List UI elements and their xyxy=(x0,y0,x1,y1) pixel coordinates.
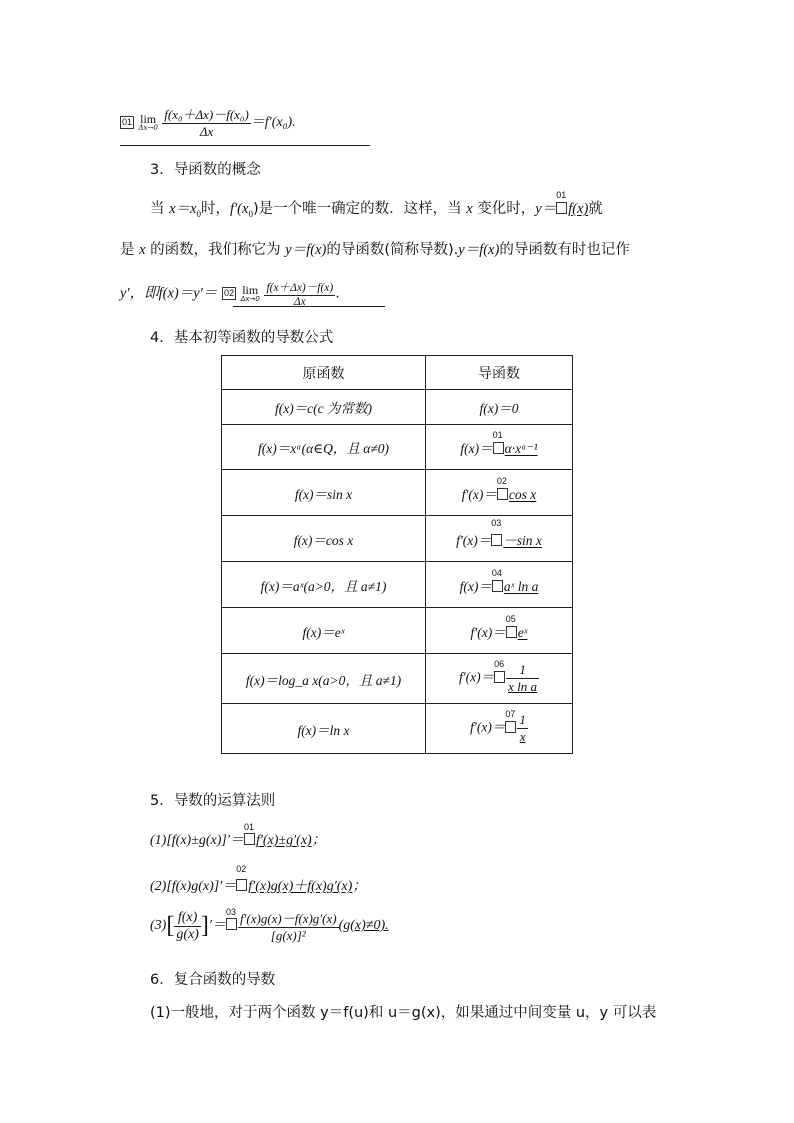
difference-quotient: $\frac{\text{f(x₀＋Δx)－f(x₀)}}{\Delta x}$ xyxy=(162,104,251,140)
section-3-paragraph-line-1: 当 $x=x_0$时，$f'(x_0)$是一个唯一确定的数．这样，当 x 变化时，y＝ 01 f(x)就 xyxy=(150,190,603,219)
original-function: f(x)＝ln x xyxy=(222,704,426,754)
blank-box-icon xyxy=(556,202,567,214)
answer-blank: 05 eˣ xyxy=(505,613,528,640)
section-3-heading: 3．导函数的概念 xyxy=(150,162,261,178)
answer-tag: 01 xyxy=(122,116,133,127)
table-row xyxy=(222,390,573,425)
derivative-quotient: $\frac{f(x+\Delta x)-f(x)}{\Delta x}$ xyxy=(264,279,335,308)
derived-function: f′(x)＝ 03 －sin x xyxy=(426,516,573,562)
answer-blank: 03 －sin x xyxy=(491,517,542,548)
answer-blank: 04 aˣ ln a xyxy=(491,567,539,594)
derived-function: f(x)＝0 xyxy=(426,390,573,425)
top-formula xyxy=(120,104,296,140)
section-6-heading: 6．复合函数的导数 xyxy=(150,972,276,988)
table-row xyxy=(222,654,573,704)
original-function: f(x)＝xᵅ(α∈Q，且 α≠0) xyxy=(222,425,426,470)
original-function: f(x)＝cos x xyxy=(222,516,426,562)
section-3-paragraph-line-2: 是 x 的函数，我们称它为 y＝f(x)的导函数(简称导数).y＝f(x)的导函数有时也记作 xyxy=(120,242,630,258)
blank-box-icon xyxy=(494,671,505,683)
blank-box-icon xyxy=(493,442,504,454)
original-function: f(x)＝sin x xyxy=(222,470,426,516)
derived-function: f′(x)＝ 06 $\frac{1}{\text{x ln a}}$ xyxy=(426,654,573,704)
section-5-heading: 5．导数的运算法则 xyxy=(150,793,276,809)
original-function: f(x)＝log_a x(a>0，且 a≠1) xyxy=(222,654,426,704)
answer-blank: 03 xyxy=(226,918,238,934)
formula-rhs: ＝f′(x₀). xyxy=(250,115,296,130)
answer-blank: 02 f′(x)g(x)＋f(x)g′(x) xyxy=(236,864,353,894)
section-3-paragraph-line-3: y′，即f(x)＝y′＝ 02 lim Δx→0 $\frac{f(x+\Delta x)-f(x)}{\Delta x}$ . xyxy=(120,279,340,308)
answer-tag: 02 xyxy=(223,288,234,298)
quotient-fraction: $\frac{f(x)}{g(x)}$ xyxy=(176,909,199,942)
answer-fraction: $\frac{1}{x}$ xyxy=(519,712,526,744)
original-function: f(x)＝aˣ(a>0，且 a≠1) xyxy=(222,562,426,608)
answer-blank: 01 α·xᵅ⁻¹ xyxy=(492,430,538,456)
original-function: f(x)＝c(c 为常数) xyxy=(222,390,426,425)
answer-fraction: $\frac{f'(x)g(x)-f(x)g'(x)}{\text{[g(x)]²}}$ xyxy=(238,908,339,944)
derived-function: f(x)＝ 01 α·xᵅ⁻¹ xyxy=(426,425,573,470)
rule-quotient: (3)[ $\frac{f(x)}{g(x)}$ ]′＝ 03 $\frac{f'(x)g(x)-f(x)g'(x)}{\text{[g(x)]²}}$ (g(x)≠0). xyxy=(150,907,389,943)
table-row xyxy=(222,704,573,754)
formula-underline xyxy=(233,306,385,307)
limit-operator: lim Δx→0 xyxy=(138,111,158,132)
answer-blank: 07 xyxy=(505,720,517,736)
rule-product: (2)[f(x)g(x)]′＝ 02 f′(x)g(x)＋f(x)g′(x)； xyxy=(150,864,367,894)
blank-box-icon xyxy=(505,721,516,733)
table-row xyxy=(222,516,573,562)
answer-blank: 06 xyxy=(494,670,506,686)
table-header-row xyxy=(222,356,573,390)
answer-blank: 01 f(x) xyxy=(556,190,589,217)
section-4-heading: 4．基本初等函数的导数公式 xyxy=(150,330,334,346)
blank-box-icon xyxy=(226,918,237,930)
blank-box-icon xyxy=(236,879,247,891)
blank-box-icon xyxy=(497,488,508,500)
column-header: 原函数 xyxy=(222,356,426,390)
table-row xyxy=(222,562,573,608)
answer-blank: 02 cos x xyxy=(496,475,537,502)
derived-function: f′(x)＝ 05 eˣ xyxy=(426,608,573,654)
original-function: f(x)＝eˣ xyxy=(222,608,426,654)
derivative-formula-table xyxy=(221,355,573,754)
rule-sum: (1)[f(x)±g(x)]′＝ 01 f′(x)±g′(x)； xyxy=(150,822,326,848)
derived-function: f′(x)＝ 07 $\frac{1}{x}$ xyxy=(426,704,573,754)
derived-function: f(x)＝ 04 aˣ ln a xyxy=(426,562,573,608)
blank-box-icon xyxy=(491,534,502,546)
section-6-paragraph: (1)一般地，对于两个函数 y＝f(u)和 u＝g(x)，如果通过中间变量 u，y 可以表 xyxy=(150,1005,657,1021)
formula-underline xyxy=(120,145,370,146)
limit-operator: lim Δx→0 xyxy=(240,283,260,303)
blank-box-icon xyxy=(244,833,255,845)
table-row xyxy=(222,425,573,470)
blank-box-icon xyxy=(492,580,503,592)
table-row xyxy=(222,608,573,654)
answer-blank: 01 f′(x)±g′(x) xyxy=(243,822,312,848)
table-row xyxy=(222,470,573,516)
blank-box-icon xyxy=(506,626,517,638)
derived-function: f′(x)＝ 02 cos x xyxy=(426,470,573,516)
column-header: 导函数 xyxy=(426,356,573,390)
answer-fraction: $\frac{1}{\text{x ln a}}$ xyxy=(508,662,538,694)
